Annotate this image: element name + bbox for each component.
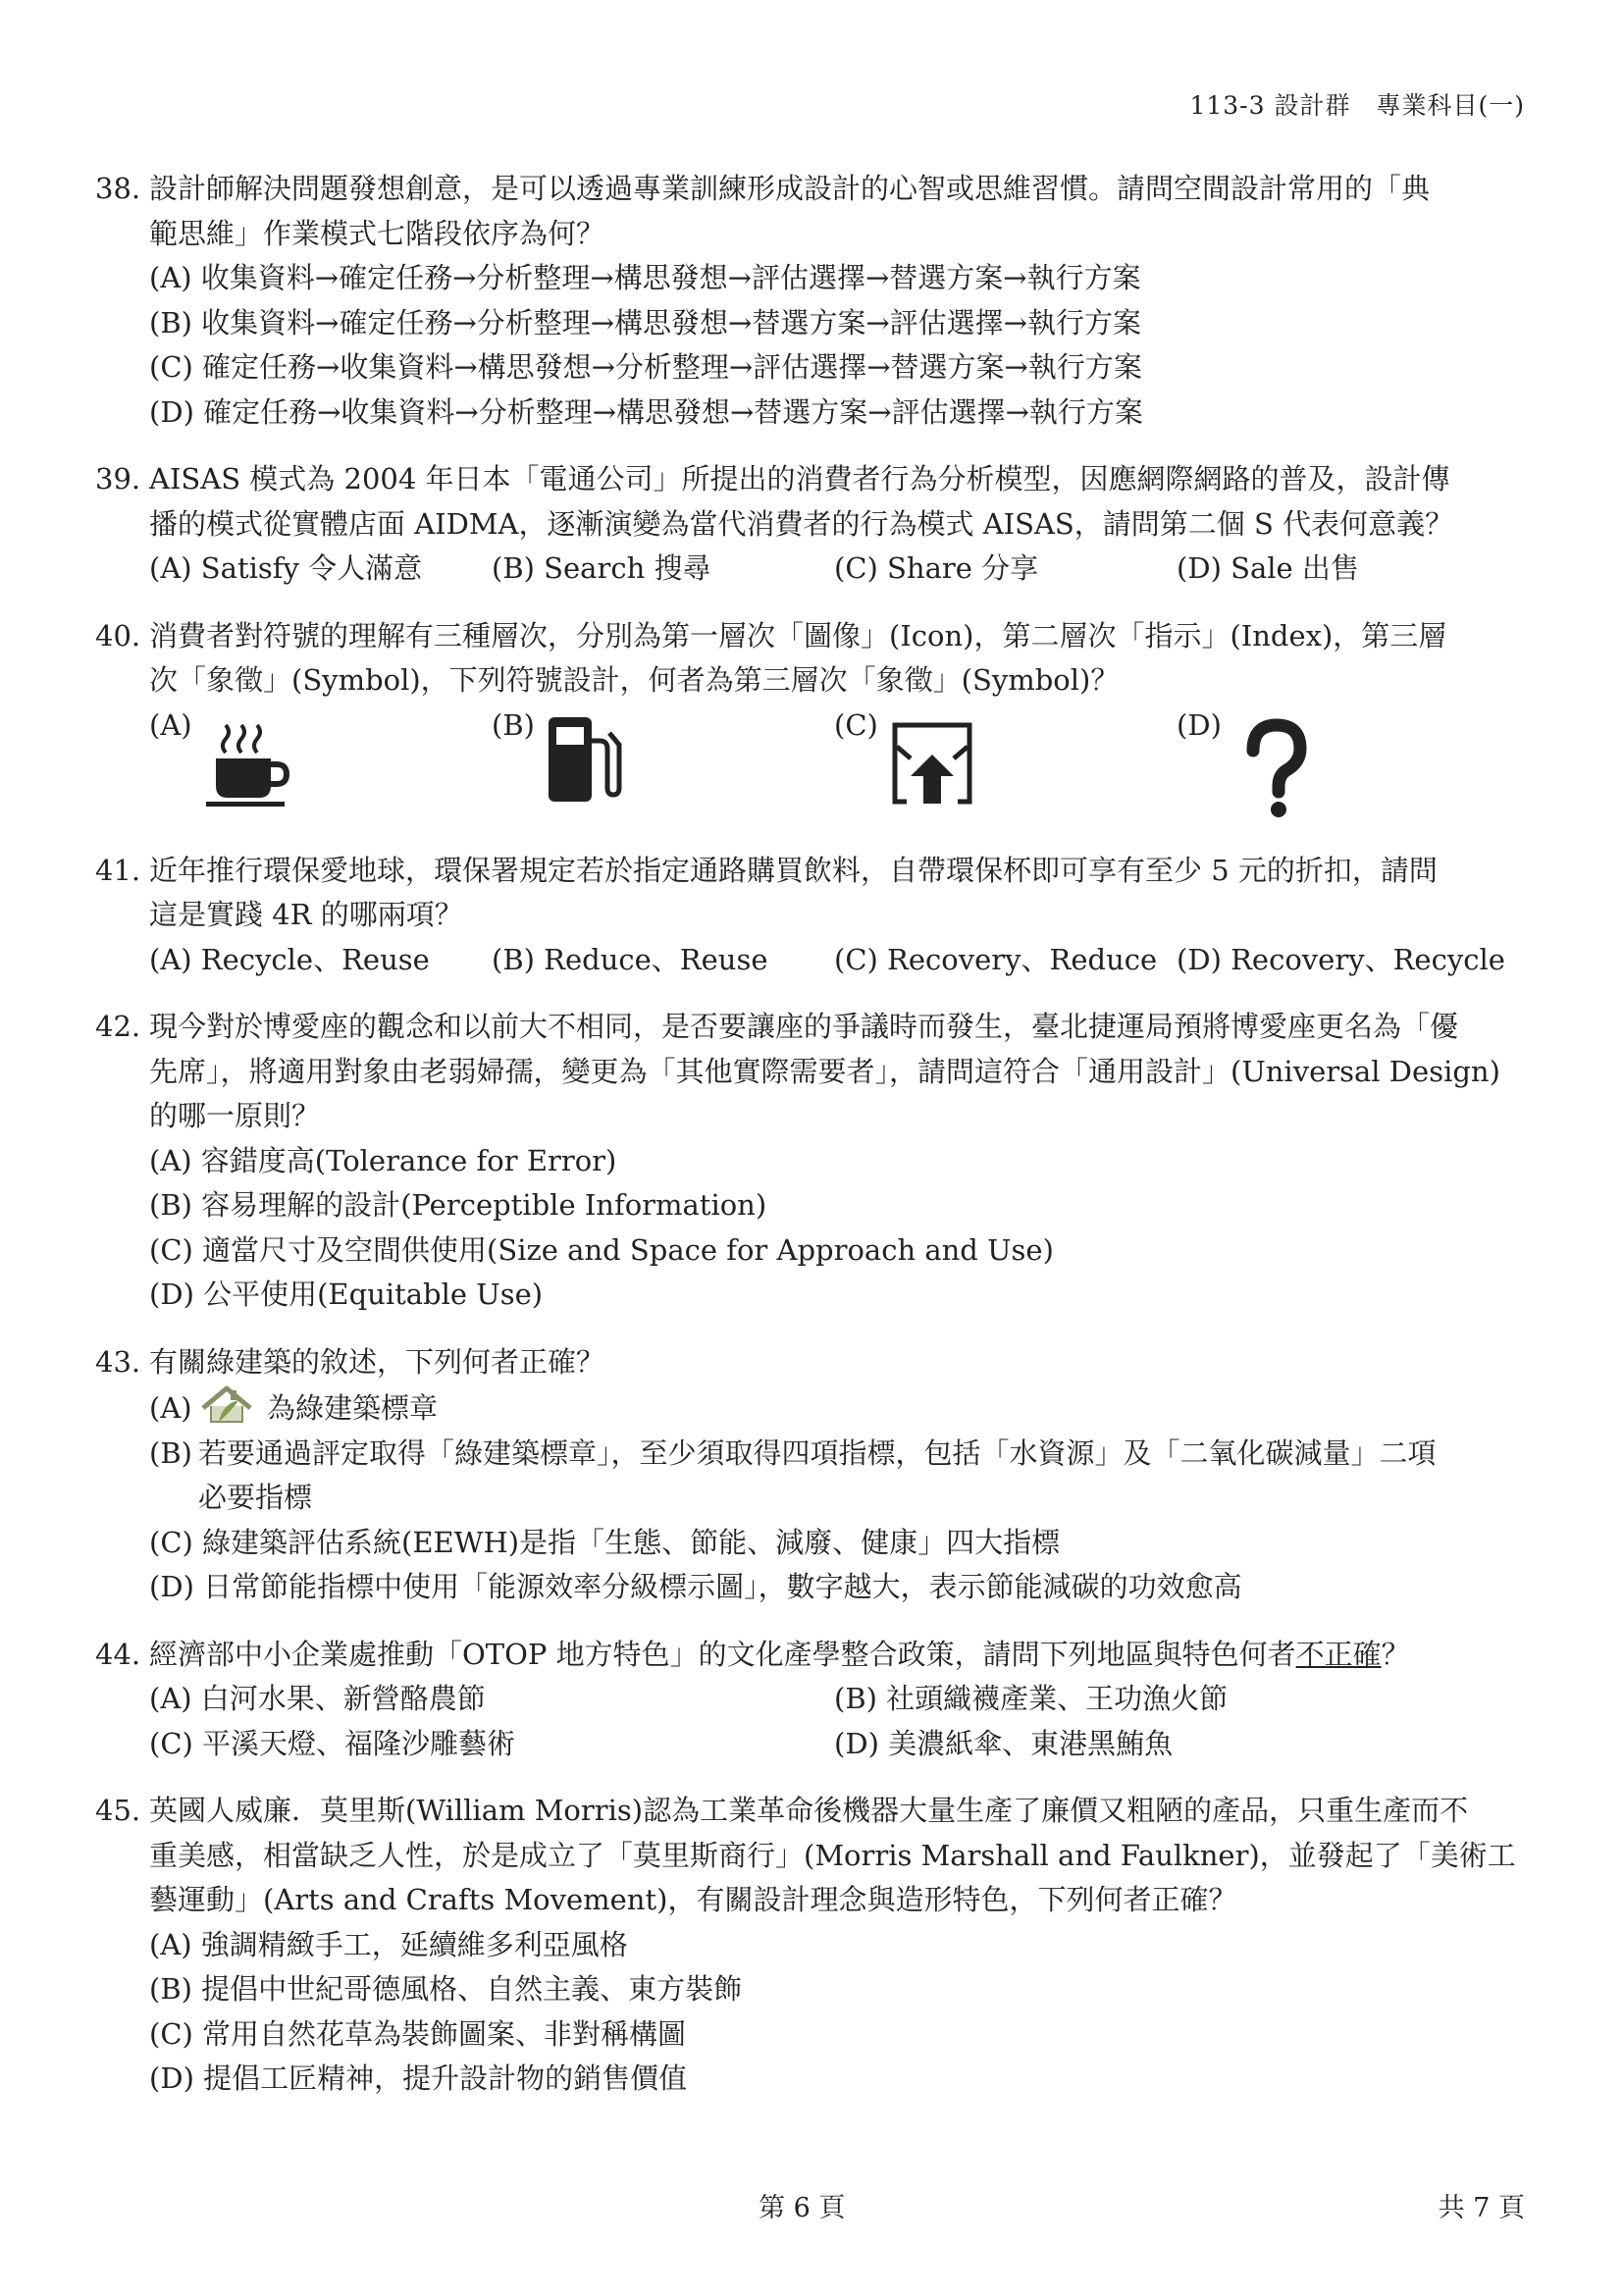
option-c[interactable]: (C) Recovery、Reduce (834, 942, 1158, 976)
question-text: AISAS 模式為 2004 年日本「電通公司」所提出的消費者行為分析模型，因應網際網路的普及，設計傳 (149, 462, 1450, 496)
option-label: (B) (149, 1435, 192, 1470)
question-text: 的哪一原則？ (149, 1099, 321, 1132)
question-text-part: 經濟部中小企業處推動「OTOP 地方特色」的文化產學整合政策，請問下列地區與特色何者 (149, 1637, 1296, 1671)
exit-arrow-icon (883, 715, 981, 813)
gas-pump-icon (541, 715, 639, 813)
option-c[interactable]: (C) 綠建築評估系統(EEWH)是指「生態、節能、減廢、健康」四大指標 (149, 1525, 1061, 1559)
green-building-label-icon (201, 1384, 252, 1424)
question-number: 42. (95, 1010, 141, 1043)
option-b[interactable]: (B) 提倡中世紀哥德風格、自然主義、東方裝飾 (149, 1972, 743, 2006)
option-a[interactable]: (A) Recycle、Reuse (149, 942, 430, 976)
option-b[interactable]: (B) Search 搜尋 (492, 551, 711, 585)
question-text-part: ？ (1381, 1637, 1410, 1671)
option-label: (B) (492, 707, 535, 742)
page-number: 第 6 頁 (759, 2193, 846, 2223)
question-39 (95, 457, 1528, 592)
question-number: 43. (95, 1344, 141, 1379)
option-c[interactable]: (C) 確定任務→收集資料→構思發想→分析整理→評估選擇→替選方案→執行方案 (149, 350, 1142, 384)
question-text: 英國人威廉．莫里斯(William Morris)認為工業革命後機器大量生產了廉價又粗陋的產品，只重生產而不 (149, 1794, 1469, 1827)
question-38 (95, 167, 1528, 435)
option-b[interactable]: (B) 社頭織襪產業、王功漁火節 (834, 1682, 1229, 1715)
option-b[interactable]: (B) 容易理解的設計(Perceptible Information) (149, 1188, 767, 1222)
question-45 (95, 1789, 1528, 2102)
option-c[interactable]: (C) 常用自然花草為裝飾圖案、非對稱構圖 (149, 2016, 687, 2051)
question-44 (95, 1633, 1528, 1767)
question-number: 40. (95, 618, 141, 652)
option-text: 若要通過評定取得「綠建築標章」，至少須取得四項指標，包括「水資源」及「二氧化碳減量」二項 (198, 1435, 1437, 1470)
question-text: 設計師解決問題發想創意，是可以透過專業訓練形成設計的心智或思維習慣。請問空間設計常用的「典 (149, 172, 1431, 205)
question-text: 次「象徵」(Symbol)，下列符號設計，何者為第三層次「象徵」(Symbol)？ (149, 663, 1120, 697)
option-d[interactable]: (D) Recovery、Recycle (1177, 942, 1505, 976)
option-d[interactable]: (D) 確定任務→收集資料→分析整理→構思發想→替選方案→評估選擇→執行方案 (149, 394, 1143, 429)
question-43 (95, 1340, 1528, 1610)
question-42 (95, 1005, 1528, 1318)
option-b[interactable] (492, 704, 834, 826)
question-text: 藝運動」(Arts and Crafts Movement)，有關設計理念與造形特色，下列何者正確？ (149, 1883, 1237, 1916)
option-c[interactable]: (C) Share 分享 (834, 551, 1039, 585)
option-a[interactable]: (A) 白河水果、新營酪農節 (149, 1682, 486, 1715)
question-number: 44. (95, 1637, 141, 1671)
question-number: 45. (95, 1794, 141, 1827)
option-b[interactable]: (B) Reduce、Reuse (492, 942, 768, 976)
option-a[interactable] (95, 1384, 1528, 1432)
option-text: 必要指標 (198, 1481, 313, 1514)
question-number: 41. (95, 853, 141, 887)
option-c[interactable] (834, 704, 1177, 826)
question-text: 近年推行環保愛地球，環保署規定若於指定通路購買飲料，自帶環保杯即可享有至少 5 元的折扣，請問 (149, 853, 1438, 887)
option-text: 為綠建築標章 (267, 1391, 439, 1425)
option-c[interactable]: (C) 適當尺寸及空間供使用(Size and Space for Approach and Use) (149, 1232, 1054, 1267)
question-40 (95, 614, 1528, 826)
emphasis-not-correct: 不正確 (1295, 1637, 1382, 1671)
question-text: 現今對於博愛座的觀念和以前大不相同，是否要讓座的爭議時而發生，臺北捷運局預將博愛座更名為「優 (149, 1010, 1459, 1043)
option-a[interactable]: (A) 強調精緻手工，延續維多利亞風格 (149, 1927, 628, 1961)
question-text: 這是實踐 4R 的哪兩項？ (149, 898, 463, 931)
question-text: 範思維」作業模式七階段依序為何？ (149, 216, 605, 250)
option-label: (D) (1177, 707, 1222, 742)
option-d[interactable]: (D) 公平使用(Equitable Use) (149, 1278, 544, 1311)
question-41 (95, 849, 1528, 983)
questions (95, 167, 1528, 2124)
option-d[interactable]: (D) 提倡工匠精神，提升設計物的銷售價值 (149, 2061, 688, 2095)
coffee-cup-icon (198, 715, 296, 813)
option-label: (A) (149, 707, 192, 742)
question-text: 先席」，將適用對象由老弱婦孺，變更為「其他實際需要者」，請問這符合「通用設計」(Universal Design) (149, 1054, 1500, 1088)
option-label: (A) (149, 1391, 192, 1425)
question-text: 重美感，相當缺乏人性，於是成立了「莫里斯商行」(Morris Marshall and Faulkner)，並發起了「美術工 (149, 1838, 1516, 1872)
question-text (149, 1633, 1528, 1678)
option-d[interactable]: (D) 日常節能指標中使用「能源效率分級標示圖」，數字越大，表示節能減碳的功效愈高 (149, 1570, 1242, 1603)
question-mark-icon (1226, 715, 1324, 823)
option-a[interactable]: (A) 容錯度高(Tolerance for Error) (149, 1143, 617, 1177)
question-text: 播的模式從實體店面 AIDMA，逐漸演變為當代消費者的行為模式 AISAS，請問第二個 S 代表何意義？ (149, 506, 1454, 541)
question-number: 38. (95, 172, 141, 205)
option-d[interactable]: (D) Sale 出售 (1177, 551, 1359, 585)
question-text: 有關綠建築的敘述，下列何者正確？ (149, 1344, 605, 1379)
question-text: 消費者對符號的理解有三種層次，分別為第一層次「圖像」(Icon)，第二層次「指示」(Index)，第三層 (149, 618, 1447, 652)
page-header: 113-3 設計群 專業科目(一) (1189, 91, 1525, 120)
option-b[interactable]: (B) 收集資料→確定任務→分析整理→構思發想→替選方案→評估選擇→執行方案 (149, 305, 1141, 339)
question-number: 39. (95, 462, 141, 496)
option-b[interactable] (95, 1432, 1528, 1521)
option-a[interactable]: (A) 收集資料→確定任務→分析整理→構思發想→評估選擇→替選方案→執行方案 (149, 261, 1141, 294)
option-c[interactable]: (C) 平溪天燈、福隆沙雕藝術 (149, 1726, 516, 1760)
option-d[interactable] (1177, 704, 1519, 826)
option-d[interactable]: (D) 美濃紙傘、東港黑鮪魚 (834, 1726, 1174, 1760)
option-label: (C) (834, 707, 878, 742)
option-a[interactable]: (A) Satisfy 令人滿意 (149, 551, 423, 585)
option-a[interactable] (149, 704, 492, 826)
total-pages: 共 7 頁 (1438, 2193, 1525, 2223)
